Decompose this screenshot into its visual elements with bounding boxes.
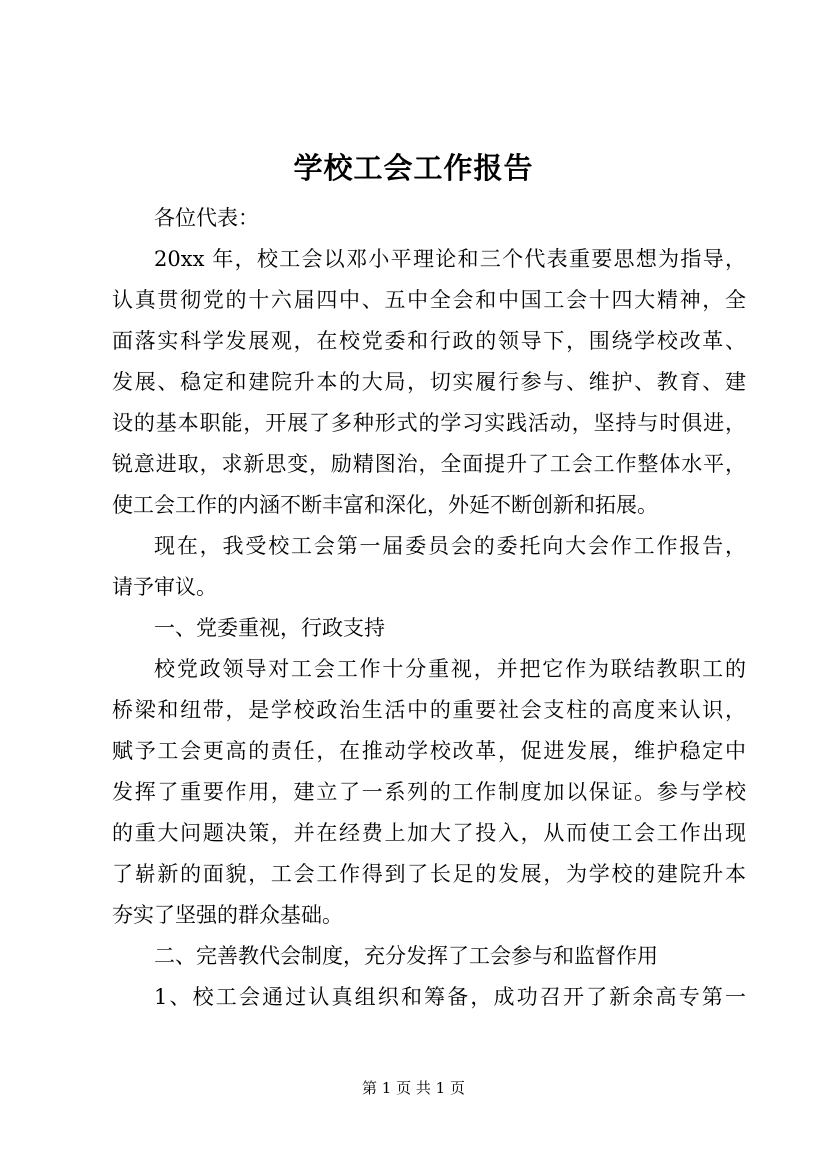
paragraph-line: 面落实科学发展观，在校党委和行政的领导下，围绕学校改革、 bbox=[112, 329, 746, 353]
paragraph-line: 1、校工会通过认真组织和筹备，成功召开了新余高专第一 bbox=[154, 985, 746, 1009]
paragraph-line: 桥梁和纽带，是学校政治生活中的重要社会支柱的高度来认识， bbox=[112, 698, 746, 722]
paragraph-line: 赋予工会更高的责任，在推动学校改革，促进发展，维护稳定中 bbox=[112, 739, 746, 763]
paragraph-line: 的重大问题决策，并在经费上加大了投入，从而使工会工作出现 bbox=[112, 821, 746, 845]
document-body bbox=[112, 198, 746, 1018]
paragraph-line: 20xx 年，校工会以邓小平理论和三个代表重要思想为指导， bbox=[154, 247, 746, 271]
paragraph-line: 发展、稳定和建院升本的大局，切实履行参与、维护、教育、建 bbox=[112, 370, 746, 394]
page-footer: 第 1 页 共 1 页 bbox=[362, 1079, 465, 1097]
paragraph-line: 夯实了坚强的群众基础。 bbox=[112, 903, 343, 927]
section-heading: 一、党委重视，行政支持 bbox=[154, 616, 385, 640]
section-heading: 二、完善教代会制度，充分发挥了工会参与和监督作用 bbox=[154, 944, 658, 968]
paragraph-line: 了崭新的面貌，工会工作得到了长足的发展，为学校的建院升本 bbox=[112, 862, 746, 886]
paragraph-line: 锐意进取，求新思变，励精图治，全面提升了工会工作整体水平， bbox=[112, 452, 746, 476]
document-title: 学校工会工作报告 bbox=[293, 151, 534, 185]
paragraph-line: 设的基本职能，开展了多种形式的学习实践活动，坚持与时俱进， bbox=[112, 411, 746, 435]
paragraph-line: 校党政领导对工会工作十分重视，并把它作为联结教职工的 bbox=[154, 657, 746, 681]
paragraph-line: 请予审议。 bbox=[112, 575, 217, 599]
paragraph-line: 使工会工作的内涵不断丰富和深化，外延不断创新和拓展。 bbox=[112, 493, 658, 517]
paragraph-line: 认真贯彻党的十六届四中、五中全会和中国工会十四大精神，全 bbox=[112, 288, 746, 312]
paragraph-line: 发挥了重要作用，建立了一系列的工作制度加以保证。参与学校 bbox=[112, 780, 746, 804]
paragraph-line: 现在，我受校工会第一届委员会的委托向大会作工作报告， bbox=[154, 534, 746, 558]
paragraph-line: 各位代表： bbox=[154, 206, 259, 230]
